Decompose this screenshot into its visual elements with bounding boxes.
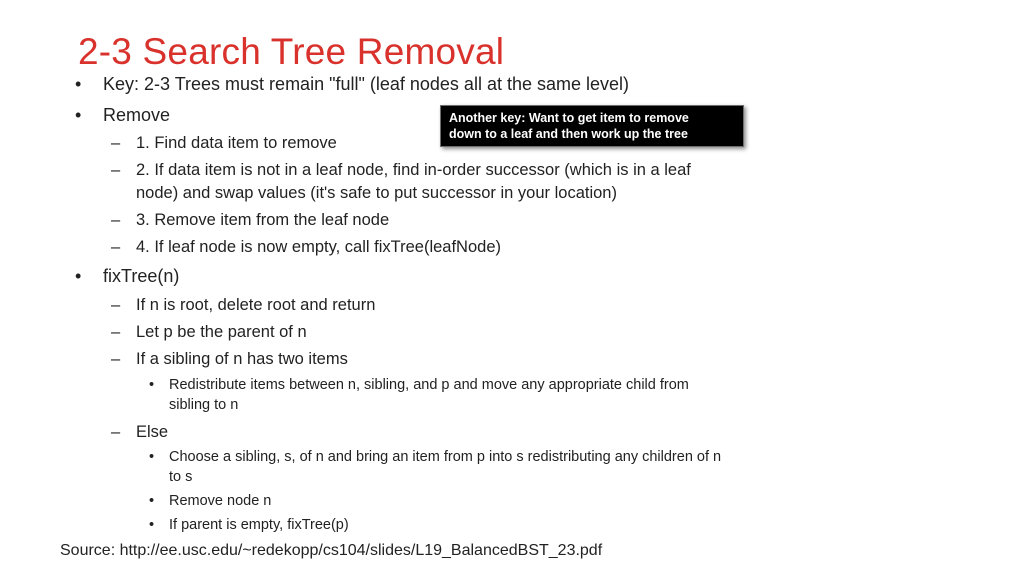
list-item-text: Remove node n [169, 493, 272, 509]
dash-marker: – [111, 134, 121, 152]
list-item-text: node) and swap values (it's safe to put successor in your location) [136, 184, 617, 202]
list-item-text: Else [136, 423, 169, 441]
list-item-text: to s [169, 469, 193, 485]
dash-marker: – [111, 296, 121, 314]
list-item-text: If parent is empty, fixTree(p) [169, 517, 349, 533]
list-item-text: 2. If data item is not in a leaf node, find in-order successor (which is in a leaf [136, 161, 691, 179]
list-item-text: 4. If leaf node is now empty, call fixTree(leafNode) [136, 238, 501, 256]
bullet-marker: • [75, 105, 82, 125]
dash-marker: – [111, 211, 121, 229]
dash-marker: – [111, 238, 121, 256]
slide-title: 2-3 Search Tree Removal [78, 31, 505, 72]
list-item-text: Let p be the parent of n [136, 323, 307, 341]
callout-line-2: down to a leaf and then work up the tree [449, 127, 688, 141]
list-item-text: Remove [103, 105, 171, 125]
bullet-marker: • [149, 517, 155, 533]
bullet-marker: • [149, 377, 155, 393]
list-item-text: 1. Find data item to remove [136, 134, 337, 152]
bullet-marker: • [149, 449, 155, 465]
list-item-text: If a sibling of n has two items [136, 350, 348, 368]
callout-box [440, 105, 744, 147]
list-item-text: 3. Remove item from the leaf node [136, 211, 390, 229]
dash-marker: – [111, 423, 121, 441]
list-item-text: sibling to n [169, 397, 239, 413]
dash-marker: – [111, 323, 121, 341]
list-item-text: Redistribute items between n, sibling, and p and move any appropriate child from [169, 377, 689, 393]
bullet-marker: • [75, 266, 82, 286]
source-citation: Source: http://ee.usc.edu/~redekopp/cs104/slides/L19_BalancedBST_23.pdf [60, 542, 603, 559]
list-item-text: fixTree(n) [103, 266, 180, 286]
dash-marker: – [111, 350, 121, 368]
dash-marker: – [111, 161, 121, 179]
bullet-marker: • [75, 74, 82, 94]
list-item-text: If n is root, delete root and return [136, 296, 376, 314]
callout-line-1: Another key: Want to get item to remove [449, 111, 689, 125]
list-item-text: Choose a sibling, s, of n and bring an item from p into s redistributing any children of n [169, 449, 722, 465]
list-item-text: Key: 2-3 Trees must remain "full" (leaf nodes all at the same level) [103, 74, 630, 94]
bullet-marker: • [149, 493, 155, 509]
